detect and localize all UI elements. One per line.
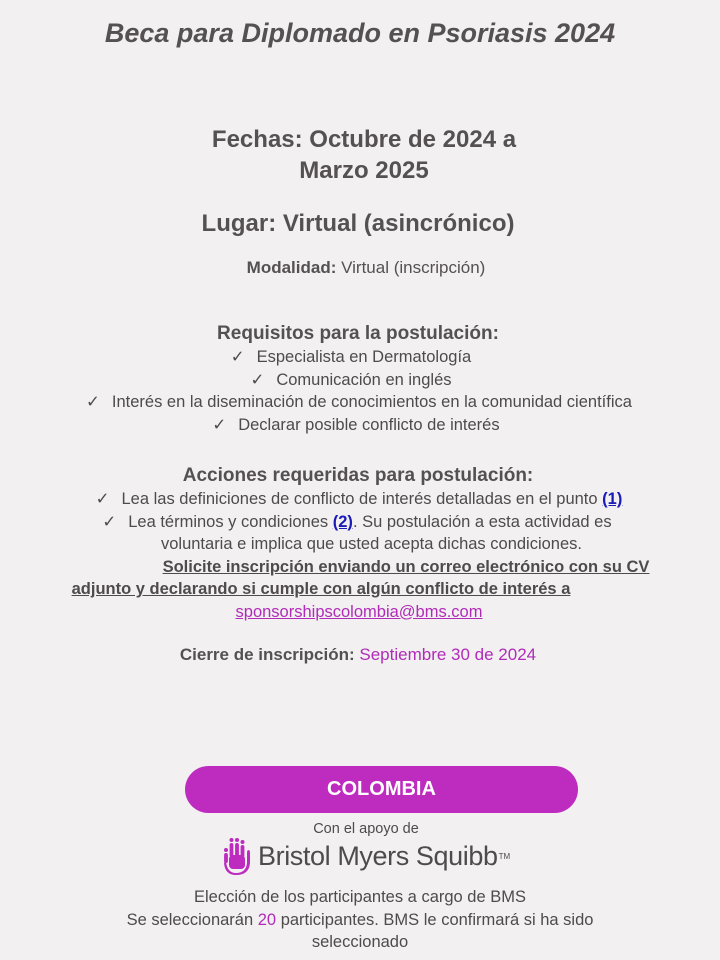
country-button[interactable]: COLOMBIA bbox=[185, 766, 578, 813]
dates-line-2: Marzo 2025 bbox=[299, 157, 429, 184]
deadline-value: Septiembre 30 de 2024 bbox=[359, 645, 537, 664]
requirement-text: Especialista en Dermatología bbox=[256, 348, 472, 366]
participant-count: 20 bbox=[257, 910, 277, 929]
list-item bbox=[0, 488, 720, 511]
list-item bbox=[0, 369, 720, 392]
footer-text bbox=[0, 886, 720, 954]
checkmark-icon: ✓ bbox=[86, 393, 100, 411]
requirement-text: Comunicación en inglés bbox=[276, 370, 452, 389]
request-line-1: Solicite inscripción enviando un correo electrónico con su CV bbox=[162, 557, 650, 576]
requirements-title: Requisitos para la postulación: bbox=[217, 323, 499, 344]
request-line-2: adjunto y declarando si cumple con algún conflicto de interés a bbox=[71, 580, 571, 598]
support-text: Con el apoyo de bbox=[313, 821, 419, 837]
place-heading: Lugar: Virtual (asincrónico) bbox=[201, 210, 515, 237]
actions-title: Acciones requeridas para postulación: bbox=[182, 465, 534, 486]
action-continuation: voluntaria e implica que usted acepta dichas condiciones. bbox=[160, 535, 582, 553]
raised-hand-dots-icon bbox=[222, 837, 252, 875]
footer-line-2 bbox=[0, 909, 720, 932]
page-title: Beca para Diplomado en Psoriasis 2024 bbox=[104, 18, 616, 48]
deadline-label: Cierre de inscripción: bbox=[179, 645, 355, 664]
footer-line-1: Elección de los participantes a cargo de BMS bbox=[193, 888, 526, 906]
modality-line bbox=[0, 258, 720, 278]
requirement-text: Interés en la diseminación de conocimientos en la comunidad científica bbox=[111, 393, 632, 411]
conflict-definitions-link[interactable]: (1) bbox=[602, 490, 623, 508]
action-text: . Su postulación a esta actividad es bbox=[352, 512, 612, 531]
checkmark-icon: ✓ bbox=[212, 415, 227, 434]
checkmark-icon: ✓ bbox=[250, 370, 265, 389]
modality-value: Virtual (inscripción) bbox=[341, 258, 486, 277]
terms-link[interactable]: (2) bbox=[332, 512, 353, 531]
bms-brand-name: Bristol Myers Squibb bbox=[258, 840, 498, 871]
action-text: Lea términos y condiciones bbox=[128, 512, 329, 531]
checkmark-icon: ✓ bbox=[95, 490, 110, 508]
list-item bbox=[0, 414, 720, 437]
footer-text-b: participantes. BMS le confirmará si ha sido bbox=[280, 910, 594, 929]
list-item bbox=[0, 511, 720, 534]
email-link[interactable]: sponsorshipscolombia@bms.com bbox=[235, 602, 483, 621]
deadline-line bbox=[0, 645, 716, 665]
dates-heading bbox=[0, 124, 720, 186]
list-item bbox=[0, 346, 720, 369]
requirement-text: Declarar posible conflicto de interés bbox=[238, 415, 500, 434]
action-text: Lea las definiciones de conflicto de interés detalladas en el punto bbox=[121, 490, 598, 508]
modality-label: Modalidad: bbox=[246, 258, 337, 277]
requirements-list bbox=[0, 346, 720, 436]
bms-logo bbox=[222, 834, 512, 878]
checkmark-icon: ✓ bbox=[230, 348, 245, 366]
footer-line-3: seleccionado bbox=[311, 933, 409, 951]
footer-text-a: Se seleccionarán bbox=[126, 910, 254, 929]
dates-line-1: Fechas: Octubre de 2024 a bbox=[211, 126, 517, 153]
actions-list bbox=[0, 488, 720, 623]
trademark-mark: TM bbox=[498, 851, 511, 861]
checkmark-icon: ✓ bbox=[102, 512, 117, 531]
list-item bbox=[0, 391, 720, 414]
